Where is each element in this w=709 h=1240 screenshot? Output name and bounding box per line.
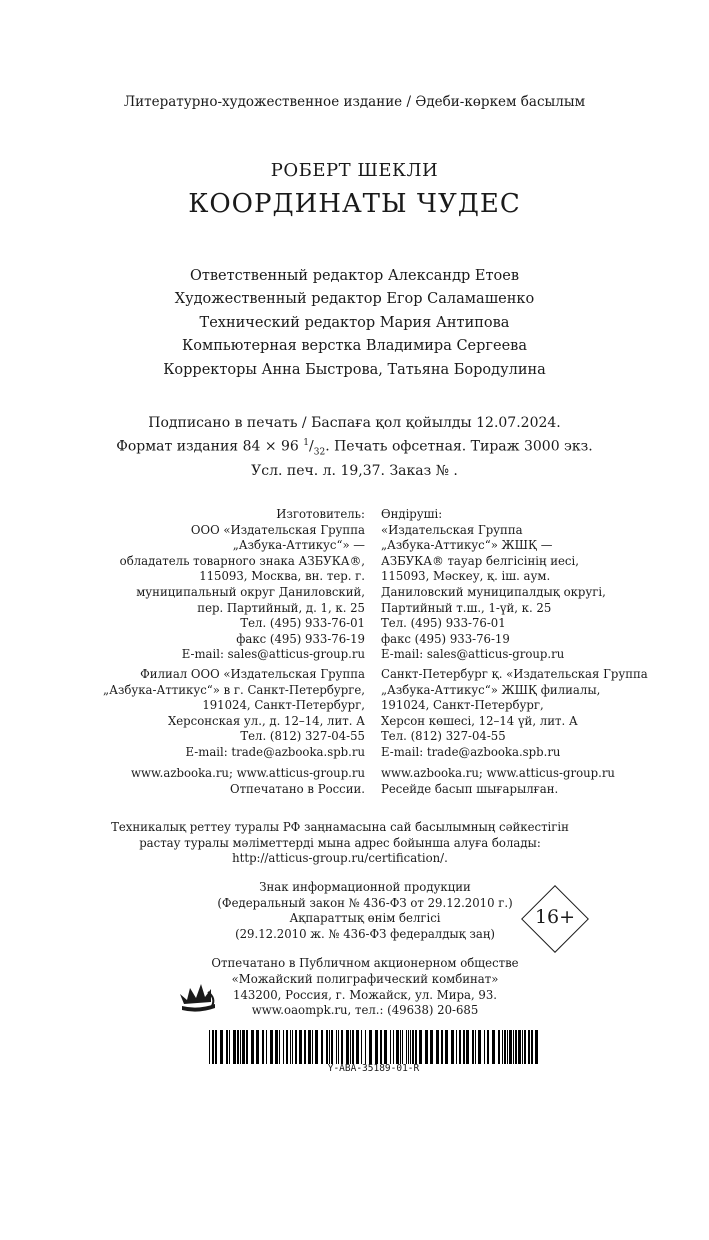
sign-line: Ақпараттық өнім белгісі <box>289 911 441 926</box>
manufacturer-kz <box>381 507 701 663</box>
manufacturer-ru <box>65 507 365 663</box>
format-text: Формат издания 84 × 96 <box>116 438 304 455</box>
barcode-bar <box>425 1030 428 1064</box>
imprint-line: муниципальный округ Даниловский, <box>136 584 365 599</box>
imprint-line: www.azbooka.ru; www.atticus-group.ru <box>131 766 365 780</box>
barcode-bar <box>237 1030 239 1064</box>
imprint-line: АЗБУКА® тауар белгісінің иесі, <box>381 553 579 568</box>
imprint-line: „Азбука-Аттикус“» ЖШҚ филиалы, <box>381 682 601 697</box>
barcode-bar <box>375 1030 378 1064</box>
imprint-line: ООО «Издательская Группа <box>190 522 365 537</box>
printer-info <box>200 956 530 1019</box>
sign-line: (29.12.2010 ж. № 436-ФЗ федералдық заң) <box>235 926 495 941</box>
barcode-bar <box>220 1030 223 1064</box>
imprint-line: Партийный т.ш., 1-үй, к. 25 <box>381 600 552 615</box>
barcode-bar <box>365 1030 366 1064</box>
imprint-line: E-mail: trade@azbooka.spb.ru <box>381 744 561 759</box>
imprint-line: www.azbooka.ru; www.atticus-group.ru <box>381 766 615 780</box>
barcode-bar <box>487 1030 489 1064</box>
barcode-bar <box>338 1030 339 1064</box>
barcode-bar <box>246 1030 248 1064</box>
barcode-bar <box>336 1030 337 1064</box>
barcode-bar <box>356 1030 359 1064</box>
sign-line: Знак информационной продукции <box>259 880 471 894</box>
barcode-bar <box>507 1030 508 1064</box>
barcode-bar <box>304 1030 306 1064</box>
barcode-bar <box>528 1030 530 1064</box>
imprint-line: «Издательская Группа <box>381 522 523 537</box>
branch-ru <box>65 667 365 761</box>
imprint-line: Ресейде басып шығарылған. <box>381 781 559 796</box>
print-date-line: Подписано в печать / Баспаға қол қойылды 12.07.2024. <box>148 415 561 431</box>
barcode-bar <box>396 1030 399 1064</box>
sign-line: (Федеральный закон № 436-ФЗ от 29.12.2010 г.) <box>217 895 513 910</box>
imprint-line: факс (495) 933-76-19 <box>381 631 510 646</box>
barcode-bar <box>346 1030 349 1064</box>
barcode-bar <box>292 1030 293 1064</box>
barcode-bar <box>515 1030 517 1064</box>
barcode-bar <box>215 1030 217 1064</box>
barcode-bar <box>266 1030 267 1064</box>
info-product-sign <box>200 880 530 942</box>
barcode-bar <box>459 1030 461 1064</box>
barcode-bar <box>212 1030 214 1064</box>
barcode-bar <box>492 1030 495 1064</box>
imprint-line: „Азбука-Аттикус“» в г. Санкт-Петербурге, <box>103 682 365 697</box>
imprint-line: Тел. (812) 327-04-55 <box>240 729 365 744</box>
barcode-bar <box>233 1030 236 1064</box>
barcode-bar <box>312 1030 313 1064</box>
barcode-bar <box>242 1030 245 1064</box>
imprint-line: E-mail: trade@azbooka.spb.ru <box>185 744 365 759</box>
barcode-bar <box>535 1030 538 1064</box>
printer-crown-logo <box>178 980 218 1014</box>
barcode-bar <box>456 1030 457 1064</box>
barcode-bar <box>412 1030 414 1064</box>
barcode-bar <box>472 1030 474 1064</box>
cert-line: Техникалық реттеу туралы РФ заңнамасына сай басылымның сәйкестігін <box>111 820 569 834</box>
barcode-bar <box>466 1030 469 1064</box>
barcode-bar <box>240 1030 241 1064</box>
imprint-line: обладатель товарного знака АЗБУКА®, <box>119 553 365 568</box>
age-rating-text: 16+ <box>534 906 576 928</box>
imprint-line: Даниловский муниципалдық округі, <box>381 584 606 599</box>
barcode-bar <box>441 1030 443 1064</box>
barcode-bar <box>341 1030 343 1064</box>
imprint-line: E-mail: sales@atticus-group.ru <box>181 647 365 662</box>
imprint-line: пер. Партийный, д. 1, к. 25 <box>197 600 365 615</box>
barcode-bar <box>326 1030 328 1064</box>
barcode-bar <box>393 1030 394 1064</box>
barcode-bar <box>331 1030 333 1064</box>
barcode-caption: Y-ABA-35189-01-R <box>327 1063 420 1074</box>
format-text-post: . Печать офсетная. Тираж 3000 экз. <box>325 438 593 455</box>
barcode-bar <box>408 1030 409 1064</box>
barcode-bar <box>329 1030 330 1064</box>
book-title: КООРДИНАТЫ ЧУДЕС <box>188 189 521 219</box>
imprint-line: 191024, Санкт-Петербург, <box>202 698 365 713</box>
barcode-bar <box>436 1030 439 1064</box>
web-ru <box>65 766 365 797</box>
staff-line: Корректоры Анна Быстрова, Татьяна Бородулина <box>163 361 546 378</box>
barcode <box>209 1030 538 1064</box>
barcode-bar <box>321 1030 323 1064</box>
barcode-bar <box>478 1030 481 1064</box>
barcode-bar <box>279 1030 280 1064</box>
web-kz <box>381 766 701 797</box>
barcode-bar <box>299 1030 302 1064</box>
printer-line: Отпечатано в Публичном акционерном обществе <box>211 956 519 970</box>
printer-line: www.oaompk.ru, тел.: (49638) 20-685 <box>251 1003 479 1018</box>
barcode-bar <box>475 1030 476 1064</box>
age-rating-badge <box>520 884 590 954</box>
imprint-line: „Азбука-Аттикус“» — <box>232 538 365 553</box>
barcode-bar <box>286 1030 288 1064</box>
imprint-line: факс (495) 933-76-19 <box>236 631 365 646</box>
barcode-bar <box>361 1030 362 1064</box>
barcode-bar <box>226 1030 228 1064</box>
barcode-bar <box>451 1030 454 1064</box>
barcode-bar <box>251 1030 254 1064</box>
barcode-bar <box>400 1030 401 1064</box>
imprint-line: 115093, Мәскеу, қ. іш. аум. <box>381 569 551 584</box>
imprint-line: „Азбука-Аттикус“» ЖШҚ — <box>381 538 553 553</box>
branch-kz <box>381 667 701 761</box>
barcode-bar <box>415 1030 417 1064</box>
barcode-bar <box>406 1030 407 1064</box>
barcode-bar <box>380 1030 382 1064</box>
barcode-bar <box>308 1030 311 1064</box>
barcode-bar <box>256 1030 259 1064</box>
barcode-bar <box>524 1030 526 1064</box>
edition-type-header: Литературно-художественное издание / Әдеби-көркем басылым <box>123 94 586 110</box>
cert-line: http://atticus-group.ru/certification/. <box>232 851 448 866</box>
barcode-bar <box>229 1030 230 1064</box>
barcode-bar <box>283 1030 284 1064</box>
format-fraction-numerator: 1 <box>303 437 310 448</box>
author-name: РОБЕРТ ШЕКЛИ <box>270 160 439 181</box>
imprint-line: 191024, Санкт-Петербург, <box>381 698 544 713</box>
barcode-bar <box>352 1030 354 1064</box>
imprint-line: Өндіруші: <box>381 507 443 521</box>
staff-line: Ответственный редактор Александр Етоев <box>189 268 519 284</box>
barcode-bar <box>463 1030 465 1064</box>
barcode-bar <box>275 1030 278 1064</box>
barcode-bar <box>509 1030 512 1064</box>
imprint-line: Тел. (812) 327-04-55 <box>381 729 506 744</box>
cert-line: растау туралы мәліметтерді мына адрес бойынша алуға болады: <box>139 835 541 850</box>
barcode-bar <box>430 1030 433 1064</box>
barcode-bar <box>518 1030 521 1064</box>
imprint-line: Тел. (495) 933-76-01 <box>381 616 506 631</box>
imprint-line: 115093, Москва, вн. тер. г. <box>199 569 365 584</box>
imprint-line: E-mail: sales@atticus-group.ru <box>381 647 565 662</box>
print-order-line: Усл. печ. л. 19,37. Заказ № . <box>251 463 458 480</box>
printer-line: «Можайский полиграфический комбинат» <box>231 971 499 986</box>
barcode-bar <box>384 1030 387 1064</box>
barcode-bar <box>504 1030 506 1064</box>
print-info <box>0 414 709 482</box>
imprint-line: Херсон көшесі, 12–14 үй, лит. А <box>381 713 578 728</box>
barcode-bar <box>484 1030 485 1064</box>
barcode-bar <box>445 1030 448 1064</box>
barcode-bar <box>502 1030 503 1064</box>
barcode-bar <box>498 1030 500 1064</box>
format-fraction-denominator: 32 <box>313 446 326 457</box>
barcode-bar <box>270 1030 273 1064</box>
barcode-bar <box>390 1030 391 1064</box>
barcode-bar <box>350 1030 351 1064</box>
staff-line: Технический редактор Мария Антипова <box>199 314 510 331</box>
barcode-bar <box>419 1030 422 1064</box>
barcode-bar <box>290 1030 291 1064</box>
certification-note <box>100 820 580 867</box>
barcode-bar <box>315 1030 318 1064</box>
imprint-line: Санкт-Петербург қ. «Издательская Группа <box>381 667 648 681</box>
barcode-bar <box>262 1030 264 1064</box>
barcode-bar <box>402 1030 403 1064</box>
imprint-line: Херсонская ул., д. 12–14, лит. А <box>167 713 365 728</box>
printer-line: 143200, Россия, г. Можайск, ул. Мира, 93. <box>233 987 497 1002</box>
imprint-line: Тел. (495) 933-76-01 <box>240 616 365 631</box>
barcode-bar <box>410 1030 411 1064</box>
barcode-bar <box>369 1030 372 1064</box>
imprint-line: Отпечатано в России. <box>229 781 365 796</box>
imprint-line: Изготовитель: <box>276 507 365 521</box>
editorial-staff <box>0 265 709 382</box>
staff-line: Компьютерная верстка Владимира Сергеева <box>182 338 527 355</box>
barcode-bar <box>522 1030 523 1064</box>
barcode-bar <box>513 1030 514 1064</box>
imprint-line: Филиал ООО «Издательская Группа <box>140 667 365 681</box>
barcode-bar <box>209 1030 210 1064</box>
barcode-bar <box>531 1030 533 1064</box>
barcode-bar <box>295 1030 297 1064</box>
print-format-line: Формат издания 84 × 96 $^1/_{32}$. Печать офсетная. Тираж 3000 экз. <box>116 437 593 457</box>
staff-line: Художественный редактор Егор Саламашенко <box>174 291 535 308</box>
